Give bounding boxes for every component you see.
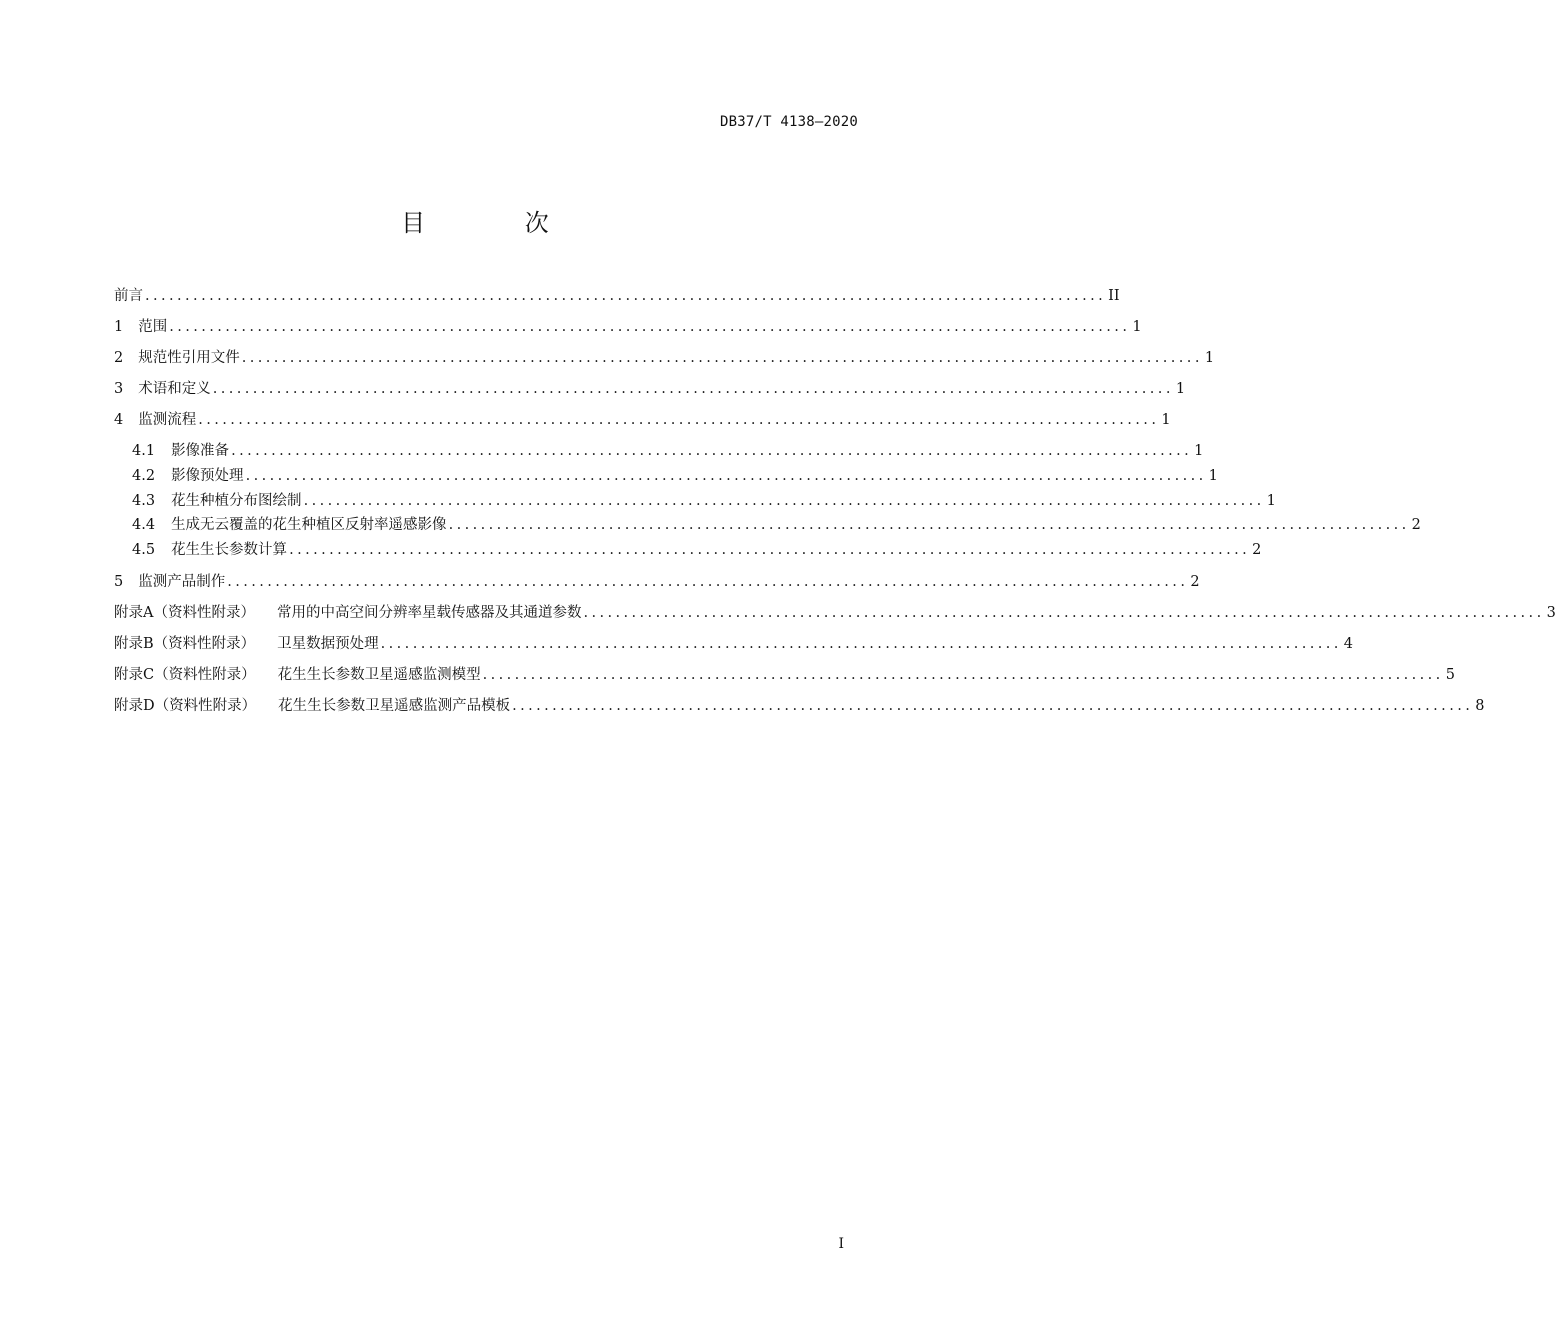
toc-label: 常用的中高空间分辨率星载传感器及其通道参数 — [276, 605, 582, 621]
toc-entry-4-4[interactable] — [132, 514, 1421, 536]
toc-label: 范围 — [138, 319, 168, 335]
toc-number: 附录C（资料性附录） — [114, 667, 256, 683]
toc-entry-appendix-b[interactable] — [114, 633, 1353, 655]
toc-number: 附录D（资料性附录） — [114, 698, 257, 714]
toc-leader: ........................................................................................................................ — [227, 574, 1189, 590]
toc-page: 1 — [1194, 443, 1204, 459]
toc-leader: ........................................................................................................................ — [482, 667, 1444, 683]
toc-entry-4-3[interactable] — [132, 490, 1276, 512]
toc-label: 卫星数据预处理 — [277, 636, 379, 652]
toc-entry-1[interactable] — [114, 316, 1142, 338]
toc-page: 5 — [1445, 667, 1455, 683]
toc-page: 8 — [1475, 698, 1485, 714]
toc-page: 1 — [1208, 468, 1218, 484]
toc-number: 5 — [114, 574, 124, 590]
toc-entry-4[interactable] — [114, 409, 1171, 431]
toc-page: II — [1108, 288, 1120, 304]
toc-number: 3 — [114, 381, 124, 397]
toc-leader: ........................................................................................................................ — [289, 542, 1251, 558]
toc-entry-3[interactable] — [114, 378, 1186, 400]
toc-label: 花生生长参数计算 — [171, 542, 288, 558]
toc-label: 花生种植分布图绘制 — [171, 493, 302, 509]
toc-page: 2 — [1411, 517, 1421, 533]
toc-number: 4.1 — [132, 443, 156, 459]
toc-leader: ........................................................................................................................ — [448, 517, 1410, 533]
toc-label: 术语和定义 — [138, 381, 211, 397]
toc-entry-4-2[interactable] — [132, 465, 1218, 487]
toc-number: 附录B（资料性附录） — [114, 636, 256, 652]
toc-entry-5[interactable] — [114, 571, 1200, 593]
page-number: I — [838, 1236, 844, 1252]
toc-page: 1 — [1204, 350, 1215, 366]
toc-label: 影像预处理 — [171, 468, 244, 484]
toc-label: 监测产品制作 — [138, 574, 226, 590]
toc-label: 花生生长参数卫星遥感监测产品模板 — [278, 698, 511, 714]
toc-page: 1 — [1266, 493, 1276, 509]
standard-code: DB37/T 4138—2020 — [719, 114, 858, 130]
toc-number: 附录A（资料性附录） — [114, 605, 255, 621]
toc-leader: ........................................................................................................................ — [212, 381, 1174, 397]
toc-entry-appendix-c[interactable] — [114, 664, 1455, 686]
toc-leader: ........................................................................................................................ — [303, 493, 1265, 509]
toc-number: 1 — [114, 319, 124, 335]
toc-leader: ........................................................................................................................ — [583, 605, 1545, 621]
toc-leader: ........................................................................................................................ — [380, 636, 1342, 652]
toc-number: 4 — [114, 412, 124, 428]
toc-entry-4-1[interactable] — [132, 440, 1204, 462]
toc-entry-4-5[interactable] — [132, 539, 1262, 561]
toc-number: 4.2 — [132, 468, 156, 484]
toc-leader: ........................................................................................................................ — [198, 412, 1160, 428]
toc-page: 4 — [1343, 636, 1353, 652]
toc-leader: ........................................................................................................................ — [169, 319, 1131, 335]
toc-label: 生成无云覆盖的花生种植区反射率遥感影像 — [171, 517, 447, 533]
toc-number: 4.4 — [132, 517, 156, 533]
toc-label: 花生生长参数卫星遥感监测模型 — [277, 667, 481, 683]
toc-leader: ........................................................................................................................ — [231, 443, 1193, 459]
toc-leader: ........................................................................................................................ — [145, 288, 1107, 304]
toc-leader: ........................................................................................................................ — [245, 468, 1207, 484]
toc-label: 规范性引用文件 — [138, 350, 240, 366]
toc-page: 1 — [1161, 412, 1171, 428]
toc-number: 4.3 — [132, 493, 156, 509]
toc-leader: ........................................................................................................................ — [512, 698, 1474, 714]
toc-number: 2 — [114, 350, 124, 366]
toc-label: 监测流程 — [138, 412, 197, 428]
toc-entry-appendix-a[interactable] — [114, 602, 1556, 624]
toc-entry-appendix-d[interactable] — [114, 695, 1485, 717]
toc-page: 1 — [1132, 319, 1142, 335]
toc-number: 4.5 — [132, 542, 156, 558]
toc-label: 前言 — [114, 288, 143, 304]
toc-leader: ........................................................................................................................ — [241, 350, 1203, 366]
toc-entry-2[interactable] — [114, 347, 1215, 369]
toc-label: 影像准备 — [171, 443, 230, 459]
page-title: 目 次 — [401, 209, 595, 237]
toc-page: 3 — [1546, 605, 1556, 621]
toc-entry-foreword[interactable] — [114, 285, 1120, 307]
toc-page: 1 — [1175, 381, 1186, 397]
toc-page: 2 — [1252, 542, 1262, 558]
toc-page: 2 — [1190, 574, 1200, 590]
